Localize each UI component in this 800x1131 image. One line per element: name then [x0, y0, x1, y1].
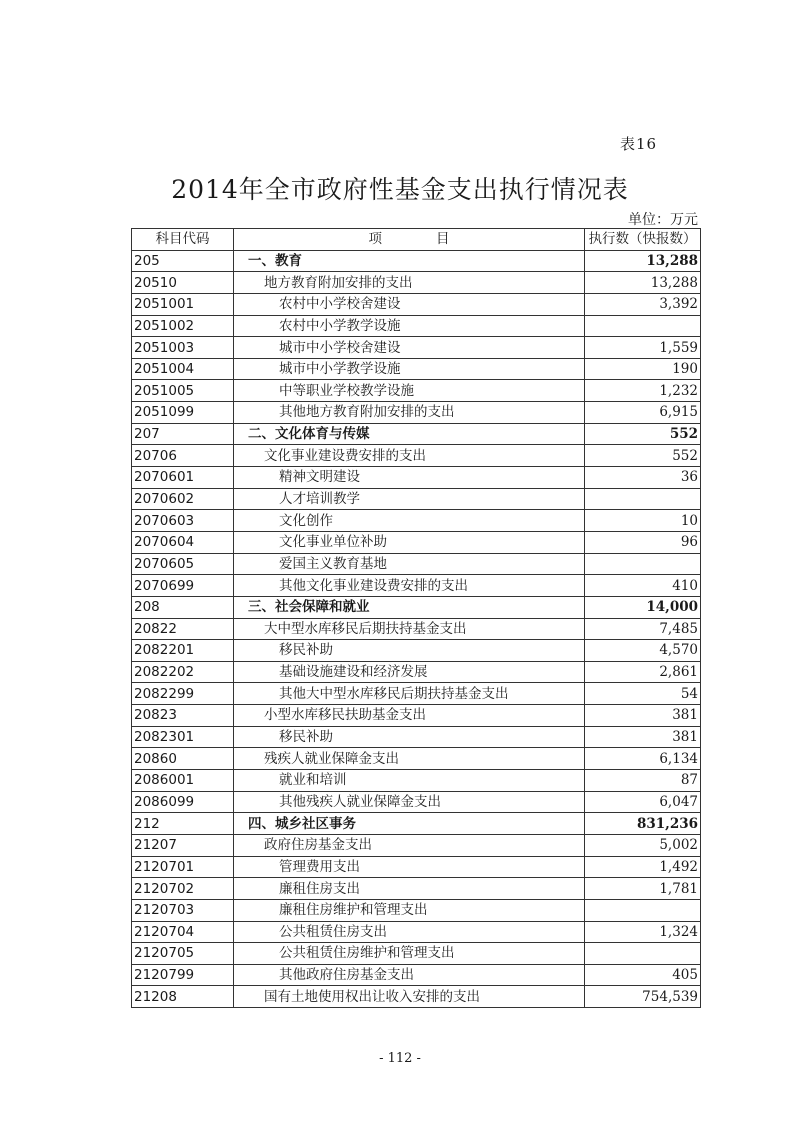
row-item-name: 移民补助: [234, 726, 585, 748]
row-amount: 552: [585, 423, 701, 445]
row-code: 2086001: [132, 770, 234, 792]
row-item-name: 移民补助: [234, 640, 585, 662]
row-item-name: 其他地方教育附加安排的支出: [234, 402, 585, 424]
row-item-name: 小型水库移民扶助基金支出: [234, 705, 585, 727]
row-item-name: 三、社会保障和就业: [234, 596, 585, 618]
row-amount: 1,781: [585, 878, 701, 900]
table-row: [132, 358, 701, 380]
row-amount: 381: [585, 705, 701, 727]
row-code: 2120705: [132, 943, 234, 965]
row-code: 20822: [132, 618, 234, 640]
row-code: 2051004: [132, 358, 234, 380]
table-header-row: [132, 229, 701, 251]
row-item-name: 二、文化体育与传媒: [234, 423, 585, 445]
table-row: [132, 899, 701, 921]
expenditure-table: [131, 228, 701, 1008]
row-item-name: 其他政府住房基金支出: [234, 964, 585, 986]
row-code: 21208: [132, 986, 234, 1008]
row-item-name: 农村中小学校舍建设: [234, 293, 585, 315]
row-amount: 4,570: [585, 640, 701, 662]
page-title: 2014年全市政府性基金支出执行情况表: [171, 175, 629, 204]
table-row: [132, 726, 701, 748]
row-amount: 405: [585, 964, 701, 986]
table-row: [132, 618, 701, 640]
row-item-name: 国有土地使用权出让收入安排的支出: [234, 986, 585, 1008]
row-code: 20706: [132, 445, 234, 467]
row-item-name: 其他文化事业建设费安排的支出: [234, 575, 585, 597]
table-row: [132, 640, 701, 662]
row-item-name: 政府住房基金支出: [234, 834, 585, 856]
page-number: - 112 -: [379, 1051, 421, 1066]
row-code: 2120701: [132, 856, 234, 878]
row-amount: 1,559: [585, 337, 701, 359]
table-row: [132, 315, 701, 337]
row-item-name: 公共租赁住房支出: [234, 921, 585, 943]
row-code: 205: [132, 250, 234, 272]
row-item-name: 文化事业单位补助: [234, 531, 585, 553]
row-amount: 10: [585, 510, 701, 532]
row-code: 2070603: [132, 510, 234, 532]
row-amount: [585, 553, 701, 575]
row-amount: 1,232: [585, 380, 701, 402]
table-number: 表16: [620, 135, 658, 153]
table-row: [132, 575, 701, 597]
row-item-name: 就业和培训: [234, 770, 585, 792]
row-code: 2051001: [132, 293, 234, 315]
row-amount: 1,324: [585, 921, 701, 943]
header-amount: 执行数（快报数）: [585, 229, 701, 251]
table-row: [132, 380, 701, 402]
row-amount: 2,861: [585, 661, 701, 683]
row-amount: [585, 943, 701, 965]
row-item-name: 残疾人就业保障金支出: [234, 748, 585, 770]
row-code: 208: [132, 596, 234, 618]
row-item-name: 廉租住房维护和管理支出: [234, 899, 585, 921]
row-item-name: 大中型水库移民后期扶持基金支出: [234, 618, 585, 640]
row-code: 20823: [132, 705, 234, 727]
row-code: 207: [132, 423, 234, 445]
row-amount: 87: [585, 770, 701, 792]
row-code: 2070604: [132, 531, 234, 553]
row-item-name: 城市中小学校舍建设: [234, 337, 585, 359]
row-code: 2120702: [132, 878, 234, 900]
table-row: [132, 445, 701, 467]
row-code: 212: [132, 813, 234, 835]
row-item-name: 公共租赁住房维护和管理支出: [234, 943, 585, 965]
row-amount: 5,002: [585, 834, 701, 856]
table-row: [132, 878, 701, 900]
row-amount: 6,047: [585, 791, 701, 813]
table-row: [132, 272, 701, 294]
row-amount: [585, 315, 701, 337]
table-row: [132, 791, 701, 813]
row-amount: 6,915: [585, 402, 701, 424]
row-code: 2082202: [132, 661, 234, 683]
table-row: [132, 661, 701, 683]
table-row: [132, 964, 701, 986]
table-row: [132, 596, 701, 618]
table-row: [132, 488, 701, 510]
row-amount: 410: [585, 575, 701, 597]
row-item-name: 地方教育附加安排的支出: [234, 272, 585, 294]
table-row: [132, 510, 701, 532]
row-amount: 6,134: [585, 748, 701, 770]
row-item-name: 一、教育: [234, 250, 585, 272]
row-code: 2120704: [132, 921, 234, 943]
row-code: 2120703: [132, 899, 234, 921]
row-item-name: 基础设施建设和经济发展: [234, 661, 585, 683]
row-item-name: 精神文明建设: [234, 467, 585, 489]
table-row: [132, 467, 701, 489]
table-row: [132, 705, 701, 727]
row-item-name: 其他大中型水库移民后期扶持基金支出: [234, 683, 585, 705]
row-amount: 754,539: [585, 986, 701, 1008]
row-item-name: 农村中小学教学设施: [234, 315, 585, 337]
table-row: [132, 250, 701, 272]
row-item-name: 人才培训教学: [234, 488, 585, 510]
row-amount: 13,288: [585, 272, 701, 294]
row-item-name: 文化事业建设费安排的支出: [234, 445, 585, 467]
table-row: [132, 834, 701, 856]
row-amount: [585, 899, 701, 921]
row-amount: 13,288: [585, 250, 701, 272]
row-code: 2086099: [132, 791, 234, 813]
table-row: [132, 683, 701, 705]
table-row: [132, 337, 701, 359]
row-amount: 36: [585, 467, 701, 489]
table-row: [132, 770, 701, 792]
row-code: 2120799: [132, 964, 234, 986]
table-row: [132, 943, 701, 965]
row-code: 2082201: [132, 640, 234, 662]
row-amount: 14,000: [585, 596, 701, 618]
table-row: [132, 531, 701, 553]
row-amount: 831,236: [585, 813, 701, 835]
row-code: 2051002: [132, 315, 234, 337]
row-amount: 381: [585, 726, 701, 748]
row-amount: 1,492: [585, 856, 701, 878]
row-code: 2070601: [132, 467, 234, 489]
row-amount: 7,485: [585, 618, 701, 640]
table-row: [132, 986, 701, 1008]
row-code: 2082301: [132, 726, 234, 748]
row-amount: 54: [585, 683, 701, 705]
row-code: 21207: [132, 834, 234, 856]
table-row: [132, 813, 701, 835]
row-code: 2070602: [132, 488, 234, 510]
row-code: 2070605: [132, 553, 234, 575]
table-row: [132, 423, 701, 445]
row-item-name: 管理费用支出: [234, 856, 585, 878]
row-item-name: 其他残疾人就业保障金支出: [234, 791, 585, 813]
table-row: [132, 748, 701, 770]
table-row: [132, 293, 701, 315]
row-amount: 190: [585, 358, 701, 380]
header-code: 科目代码: [132, 229, 234, 251]
row-item-name: 中等职业学校教学设施: [234, 380, 585, 402]
row-code: 2051005: [132, 380, 234, 402]
row-code: 2051003: [132, 337, 234, 359]
row-amount: [585, 488, 701, 510]
row-code: 2051099: [132, 402, 234, 424]
row-code: 20510: [132, 272, 234, 294]
table-row: [132, 921, 701, 943]
header-item: 项 目: [234, 229, 585, 251]
row-amount: 552: [585, 445, 701, 467]
table-row: [132, 856, 701, 878]
table-row: [132, 402, 701, 424]
row-item-name: 文化创作: [234, 510, 585, 532]
row-code: 2082299: [132, 683, 234, 705]
row-item-name: 城市中小学教学设施: [234, 358, 585, 380]
row-item-name: 爱国主义教育基地: [234, 553, 585, 575]
unit-label: 单位：万元: [628, 212, 698, 228]
row-amount: 96: [585, 531, 701, 553]
row-item-name: 四、城乡社区事务: [234, 813, 585, 835]
table-row: [132, 553, 701, 575]
row-amount: 3,392: [585, 293, 701, 315]
row-code: 2070699: [132, 575, 234, 597]
table-body: [132, 250, 701, 1007]
row-item-name: 廉租住房支出: [234, 878, 585, 900]
row-code: 20860: [132, 748, 234, 770]
